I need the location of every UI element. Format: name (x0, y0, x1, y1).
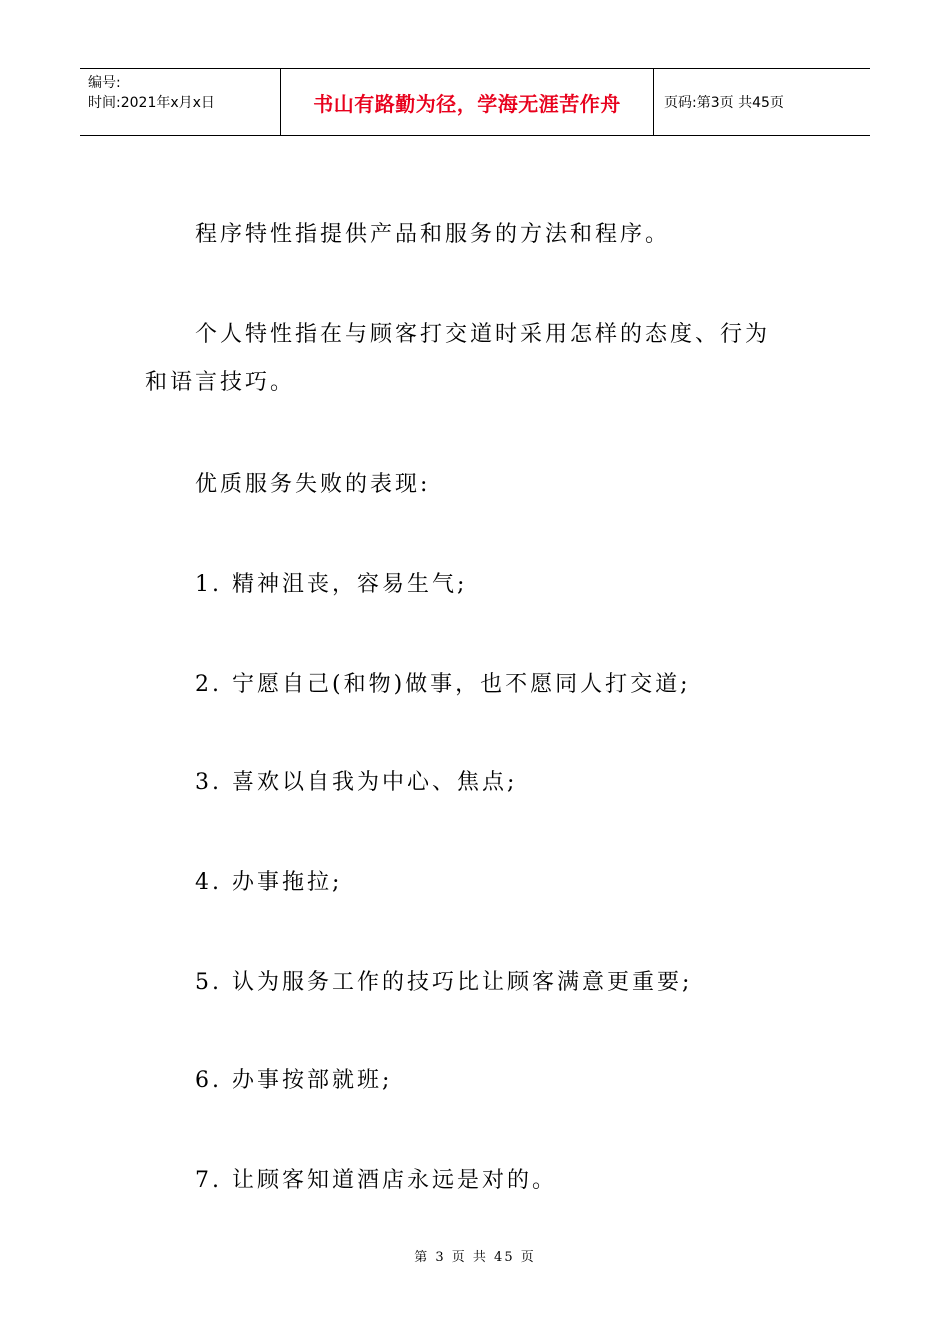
header-meta (80, 69, 281, 135)
page-footer: 第 3 页 共 45 页 (414, 1250, 536, 1265)
paragraph-personal-trait: 个人特性指在与顾客打交道时采用怎样的态度、行为 (195, 322, 771, 347)
list-item: 4. 办事拖拉; (195, 870, 343, 895)
paragraph-personal-trait-cont: 和语言技巧。 (145, 370, 296, 395)
document-time-label: 时间:2021年x月x日 (88, 95, 215, 111)
header-page-info: 页码:第3页 共45页 (664, 95, 784, 111)
list-item: 5. 认为服务工作的技巧比让顾客满意更重要; (195, 970, 693, 995)
paragraph-failure-heading: 优质服务失败的表现: (195, 472, 431, 497)
list-item: 7. 让顾客知道酒店永远是对的。 (195, 1168, 557, 1193)
document-number-label: 编号: (88, 75, 121, 91)
list-item: 2. 宁愿自己(和物)做事，也不愿同人打交道; (195, 672, 691, 697)
paragraph-procedure-trait: 程序特性指提供产品和服务的方法和程序。 (195, 222, 671, 247)
list-item: 1. 精神沮丧，容易生气; (195, 572, 468, 597)
header-motto: 书山有路勤为径，学海无涯苦作舟 (281, 69, 654, 135)
page-header (80, 68, 870, 136)
list-item: 6. 办事按部就班; (195, 1068, 393, 1093)
list-item: 3. 喜欢以自我为中心、焦点; (195, 770, 518, 795)
